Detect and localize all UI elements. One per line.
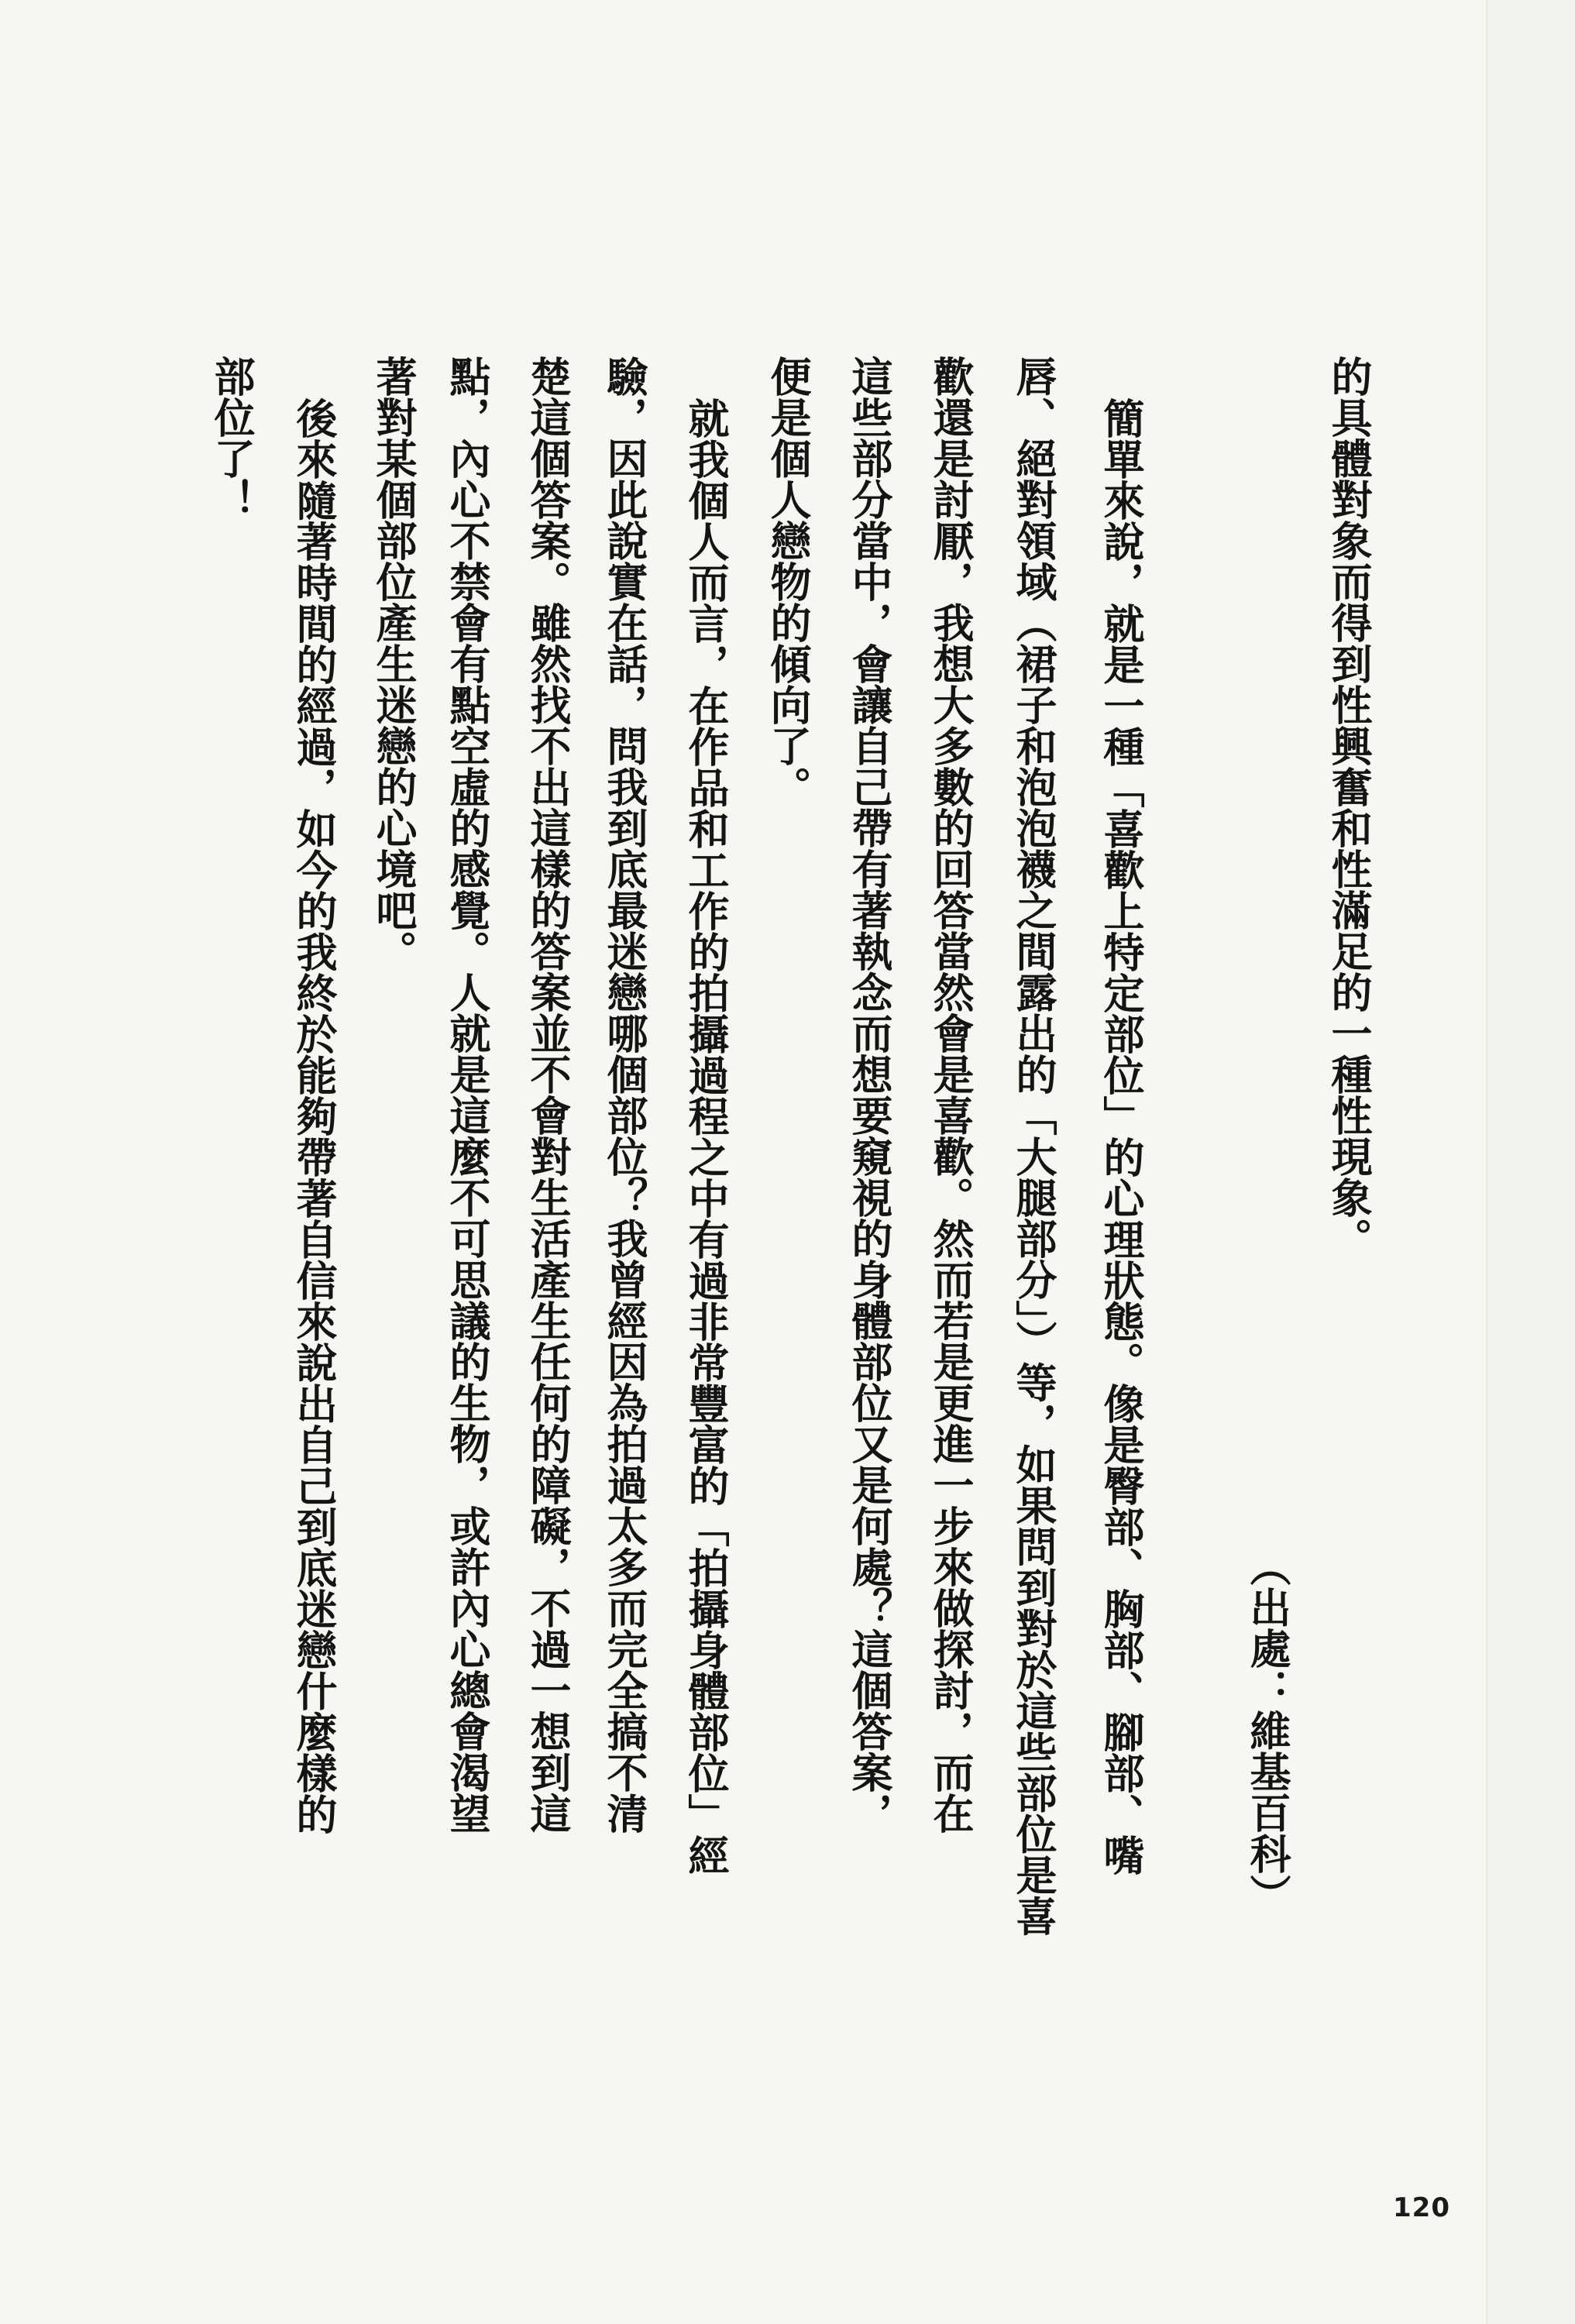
text-column-2: 簡單來說，就是一種「喜歡上特定部位」的心理狀態。像是臀部、胸部、腳部、嘴	[1097, 397, 1144, 1875]
text-column-11: 著對某個部位產生迷戀的心境吧。	[370, 356, 417, 971]
text-column-1: 的具體對象而得到性興奮和性滿足的一種性現象。	[1325, 356, 1372, 1259]
page-margin-shade	[1487, 0, 1575, 2324]
text-column-13: 部位了！	[208, 356, 255, 520]
page-number: 120	[1393, 2192, 1450, 2223]
text-column-5: 這些部分當中，會讓自己帶有著執念而想要窺視的身體部位又是何處？這個答案，	[845, 356, 892, 1834]
text-column-3: 唇、絕對領域（裙子和泡泡襪之間露出的「大腿部分」）等，如果問到對於這些部位是喜	[1009, 356, 1057, 1937]
citation-column: （出處：維基百科）	[1243, 1545, 1291, 1915]
text-column-12: 後來隨著時間的經過，如今的我終於能夠帶著自信來說出自己到底迷戀什麼樣的	[290, 397, 337, 1834]
text-column-7: 就我個人而言，在作品和工作的拍攝過程之中有過非常豐富的「拍攝身體部位」經	[682, 397, 729, 1875]
text-column-9: 楚這個答案。雖然找不出這樣的答案並不會對生活產生任何的障礙，不過一想到這	[524, 356, 571, 1834]
text-column-8: 驗，因此說實在話，問我到底最迷戀哪個部位？我曾經因為拍過太多而完全搞不清	[600, 356, 648, 1834]
text-column-10: 點，內心不禁會有點空虛的感覺。人就是這麼不可思議的生物，或許內心總會渴望	[443, 356, 490, 1834]
text-column-6: 便是個人戀物的傾向了。	[764, 356, 811, 807]
text-column-4: 歡還是討厭，我想大多數的回答當然會是喜歡。然而若是更進一步來做探討，而在	[927, 356, 974, 1834]
page-edge	[1486, 0, 1487, 2324]
